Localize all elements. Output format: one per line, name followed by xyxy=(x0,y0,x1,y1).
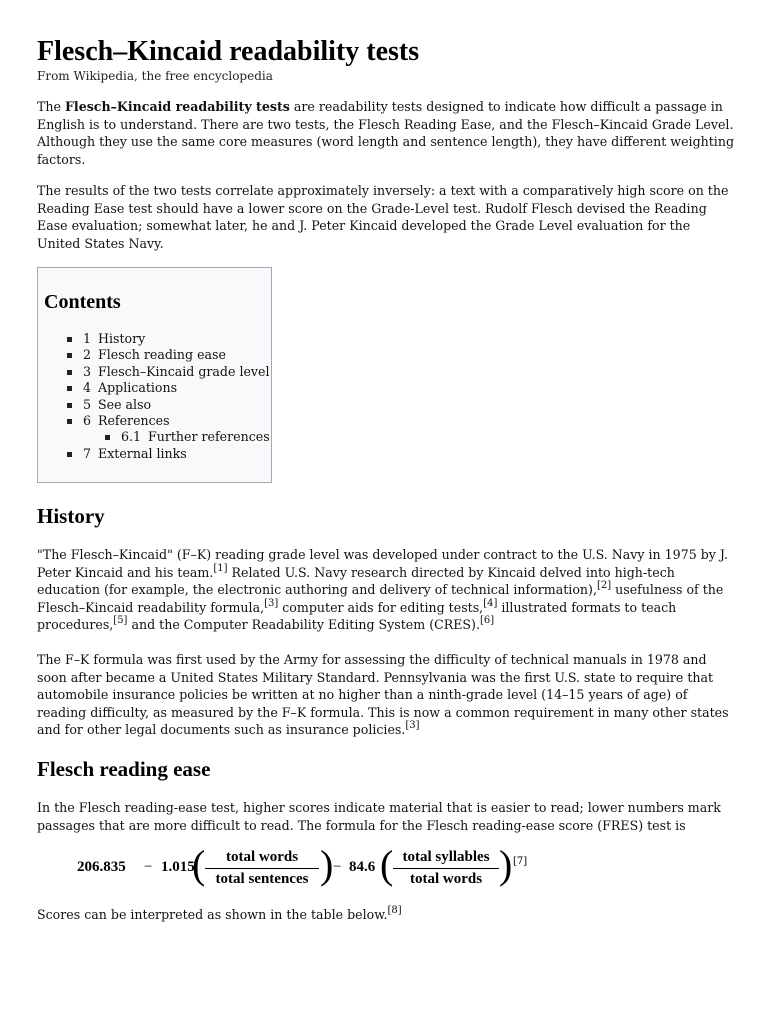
formula-fraction-words-sentences xyxy=(205,846,319,892)
toc-title: Contents xyxy=(44,291,121,313)
citation-link[interactable]: [1] xyxy=(213,562,228,574)
page-title: Flesch–Kincaid readability tests xyxy=(37,36,420,67)
formula-numerator: total words xyxy=(225,849,299,865)
section-heading-flesch-reading-ease: Flesch reading ease xyxy=(37,757,211,781)
history-paragraph-1: "The Flesch–Kincaid" (F–K) reading grade level was developed under contract to the U.S. Navy in 1975 by J. Peter Kincaid and his team.[1] Related U.S. Navy research directed by Kincaid delved into high-tech education (for example, the electronic authoring and delivery of technical information),[2] usefulness of the Flesch–Kincaid readability formula,[3] computer aids for editing tests,[4] illustrated formats to teach procedures,[5] and the Computer Readability Editing System (CRES).[6] xyxy=(37,547,728,633)
formula-paren-close: ) xyxy=(320,842,334,887)
formula-numerator: total syllables xyxy=(402,849,490,865)
formula-minus: − xyxy=(333,859,342,875)
formula-paren-open: ( xyxy=(380,842,394,887)
citation-link[interactable]: [8] xyxy=(387,905,402,916)
citation-link[interactable]: [7] xyxy=(513,856,528,867)
formula-fraction-syllables-words xyxy=(393,846,499,892)
intro-paragraph-1 xyxy=(37,98,737,168)
ease-paragraph-2: Scores can be interpreted as shown in the table below.[8] xyxy=(37,905,402,922)
citation-link[interactable]: [4] xyxy=(483,597,498,609)
citation-link[interactable]: [3] xyxy=(405,720,420,732)
citation-link[interactable]: [3] xyxy=(264,597,279,609)
citation-link[interactable]: [2] xyxy=(596,580,612,592)
intro-rest: are readability tests designed to indicate how difficult a passage in English is to understand. There are two tests, the Flesch Reading Ease, and the Flesch–Kincaid Grade Level. Although they use the same core measures (word length and sentence length), they have different weighting factors. xyxy=(37,99,735,167)
citation-link[interactable]: [5] xyxy=(113,615,128,627)
formula-paren-open: ( xyxy=(192,842,206,887)
site-subtitle: From Wikipedia, the free encyclopedia xyxy=(37,69,273,83)
formula-paren-close: ) xyxy=(499,842,513,887)
table-of-contents: Contents 1 History 2 Flesch reading ease 3 Flesch–Kincaid grade level 4 Applications 5 See also 6 References 6.1 Further references 7 External links xyxy=(37,267,272,483)
formula-coefficient: 84.6 xyxy=(349,859,376,875)
ease-paragraph-1: In the Flesch reading-ease test, higher scores indicate material that is easier to read; lower numbers mark passages that are more difficult to read. The formula for the Flesch reading-ease score (FRES) test is xyxy=(37,800,721,833)
formula-denominator: total sentences xyxy=(215,871,309,887)
formula-fraction-bar xyxy=(205,868,319,869)
formula-minus: − xyxy=(144,859,153,875)
formula-denominator: total words xyxy=(409,871,483,887)
intro-paragraph-2: The results of the two tests correlate approximately inversely: a text with a comparatively high score on the Reading Ease test should have a lower score on the Grade-Level test. Rudolf Flesch devised the Reading Ease evaluation; somewhat later, he and J. Peter Kincaid developed the Grade Level evaluation for the United States Navy. xyxy=(37,183,729,251)
formula-fraction-bar xyxy=(393,868,499,869)
history-paragraph-2: The F–K formula was first used by the Army for assessing the difficulty of technical manuals in 1978 and soon after became a United States Military Standard. Pennsylvania was the first U.S. state to require that automobile insurance policies be written at no higher than a ninth-grade level (14–15 years of age) of reading difficulty, as measured by the F–K formula. This is now a common requirement in many other states and for other legal documents such as insurance policies.[3] xyxy=(37,652,729,738)
formula-coefficient: 1.015 xyxy=(161,859,195,875)
intro-prefix: The xyxy=(37,99,65,114)
citation-link[interactable]: [6] xyxy=(479,615,495,627)
intro-bold-term: Flesch–Kincaid readability tests xyxy=(64,99,290,114)
formula-constant: 206.835 xyxy=(77,859,126,875)
section-heading-history: History xyxy=(37,504,105,528)
